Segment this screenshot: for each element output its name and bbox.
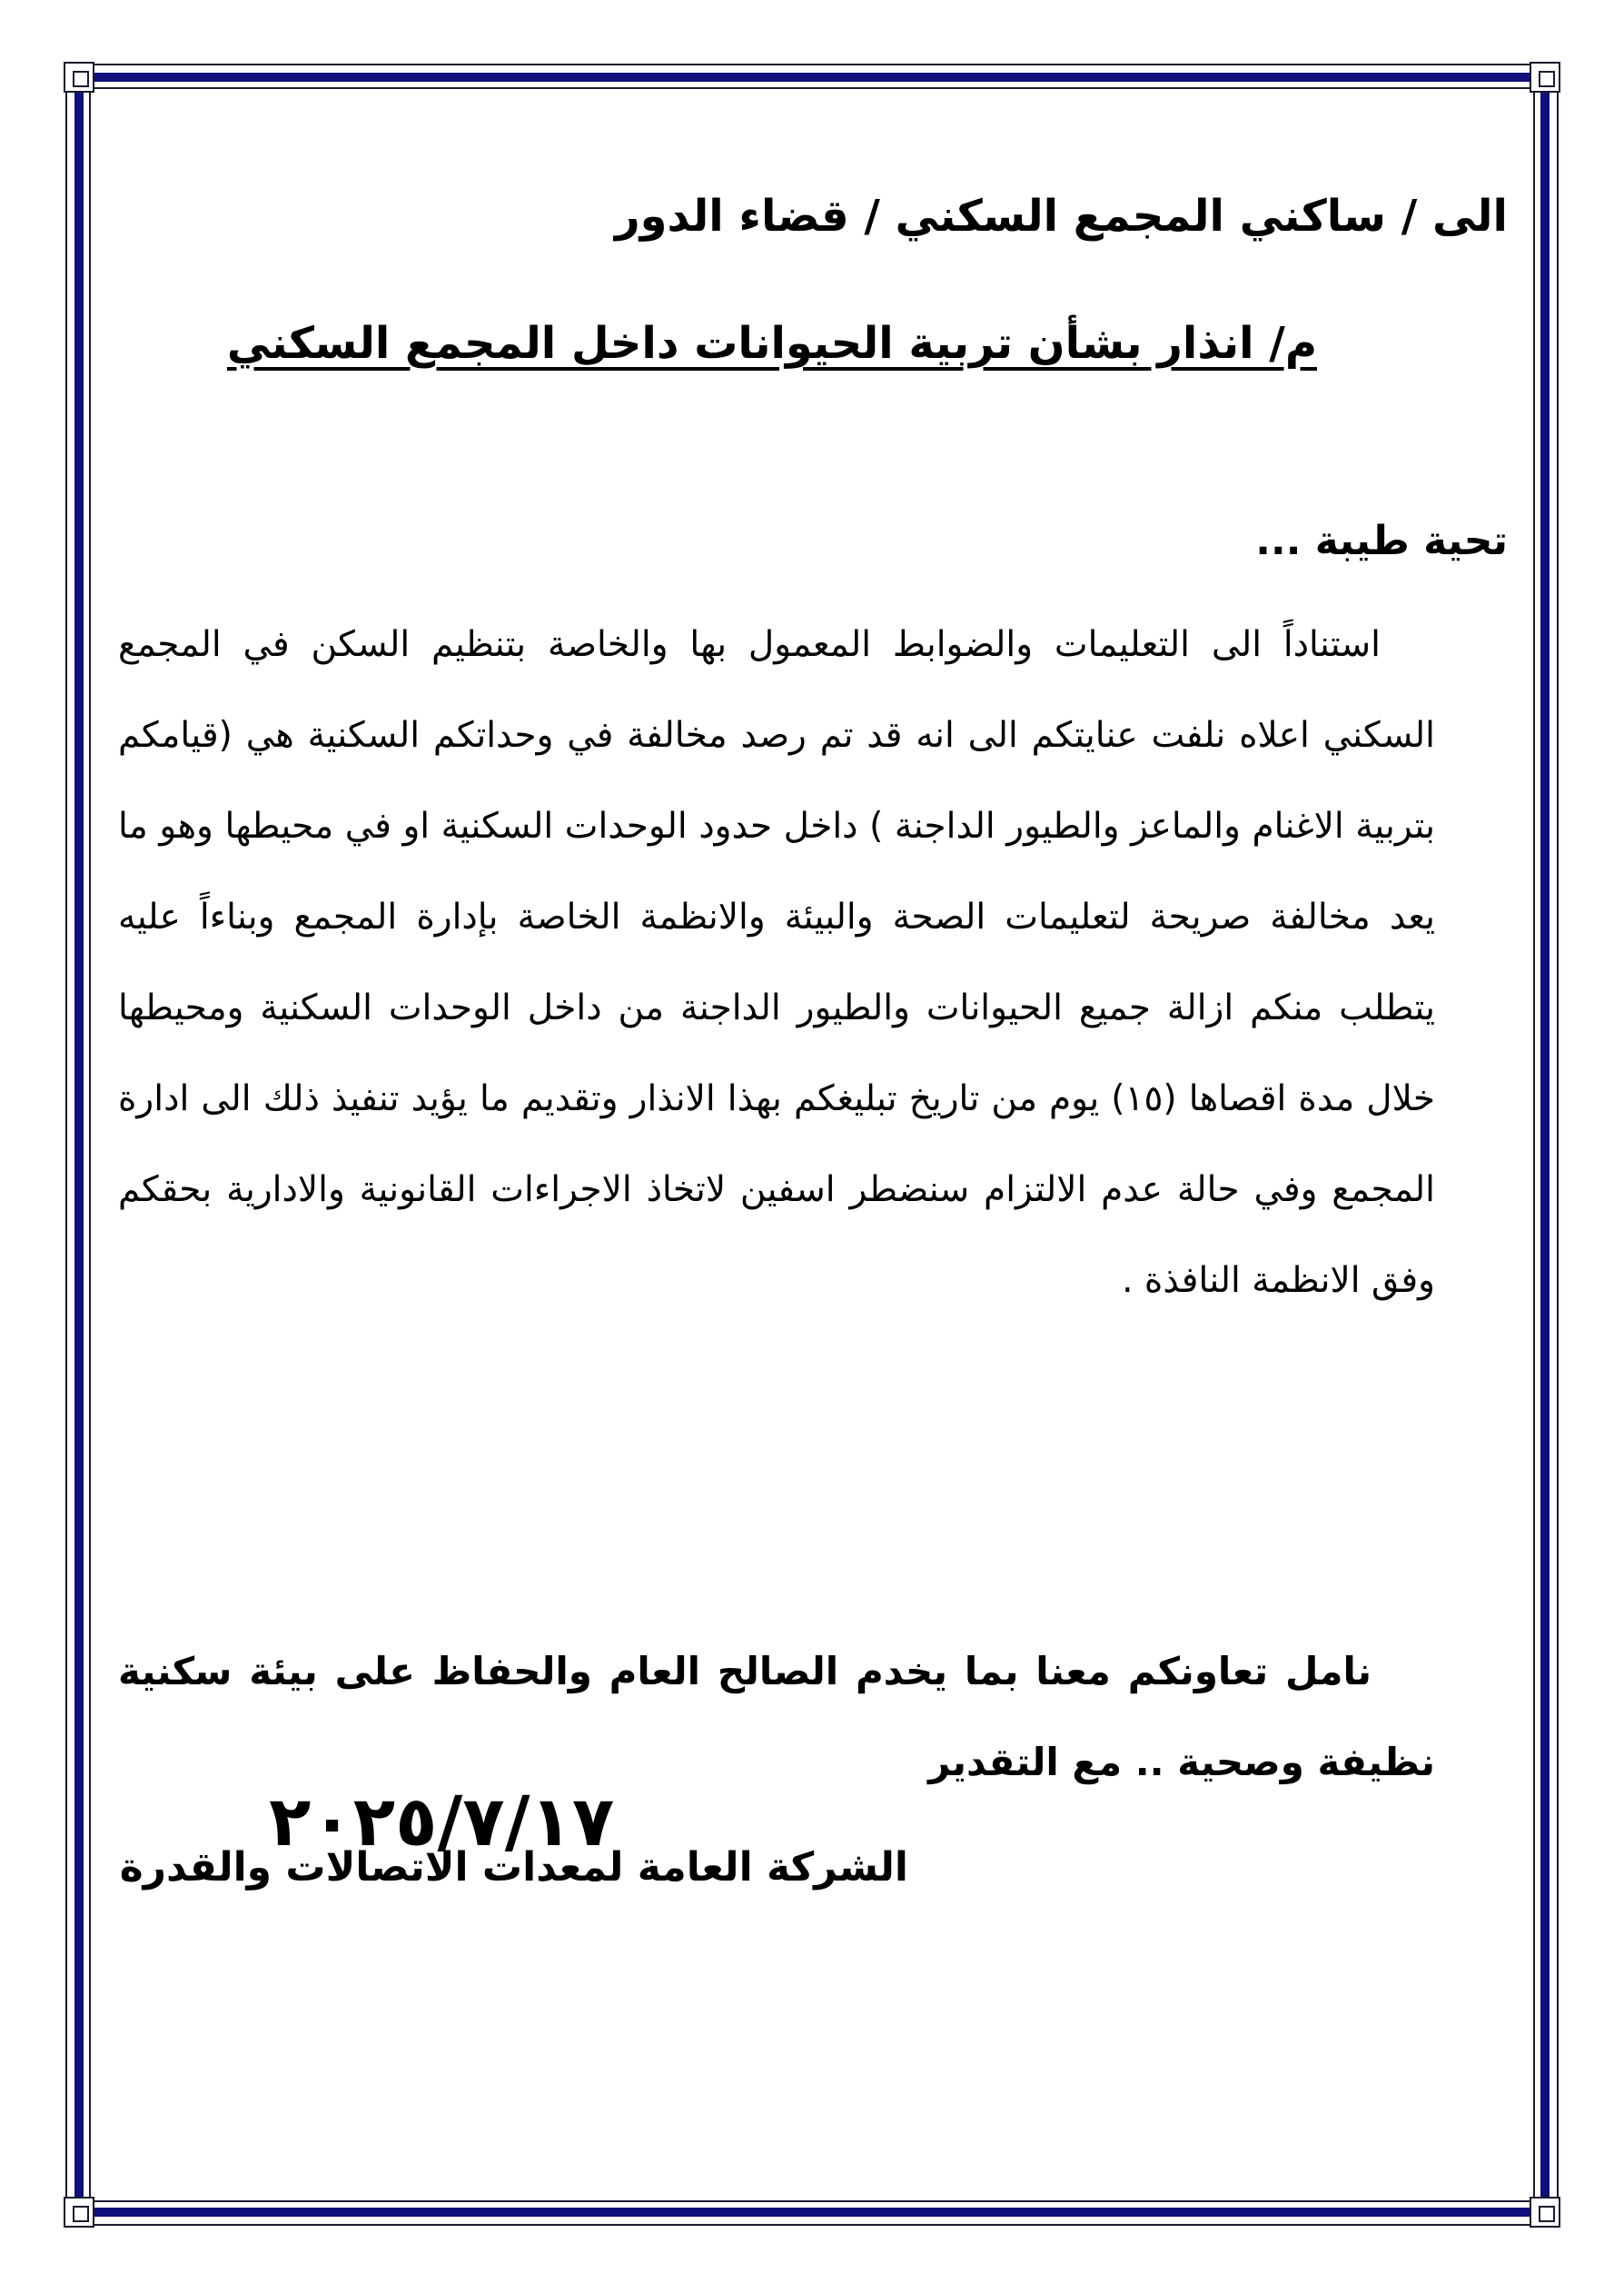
signature-organization: الشركة العامة لمعدات الاتصالات والقدرة xyxy=(119,1844,908,1891)
letter-date: ٢٠٢٥/٧/١٧ xyxy=(269,1781,615,1861)
border-corner-ornament xyxy=(64,2197,94,2228)
border-corner-ornament xyxy=(1530,2197,1560,2228)
greeting: تحية طيبة ... xyxy=(1255,518,1508,564)
border-corner-ornament xyxy=(64,62,94,93)
border-corner-ornament xyxy=(1530,62,1560,93)
letter-body xyxy=(118,600,1435,1326)
letter-body-text: استناداً الى التعليمات والضوابط المعمول بها والخاصة بتنظيم السكن في المجمع السكني اعلاه نلفت عنايتكم الى انه قد تم رصد مخالفة في وحداتكم السكنية هي (قيامكم بتربية الاغنام والماعز والطيور الداجنة ) داخل حدود الوحدات السكنية او في محيطها وهو ما يعد مخالفة صريحة لتعليمات الصحة والبيئة والانظمة الخاصة بإدارة المجمع وبناءاً عليه يتطلب منكم ازالة جميع الحيوانات والطيور الداجنة من داخل الوحدات السكنية ومحيطها خلال مدة اقصاها (١٥) يوم من تاريخ تبليغكم بهذا الانذار وتقديم ما يؤيد تنفيذ ذلك الى ادارة المجمع وفي حالة عدم الالتزام سنضطر اسفين لاتخاذ الاجراءات القانونية والادارية بحقكم وفق الانظمة النافذة . xyxy=(118,624,1436,1301)
recipient-line: الى / ساكني المجمع السكني / قضاء الدور xyxy=(615,191,1508,242)
subject-line: م/ انذار بشأن تربية الحيوانات داخل المجمع السكني xyxy=(226,318,1317,369)
closing-text: نامل تعاونكم معنا بما يخدم الصالح العام والحفاظ على بيئة سكنية نظيفة وصحية .. مع التقدير xyxy=(118,1649,1435,1784)
